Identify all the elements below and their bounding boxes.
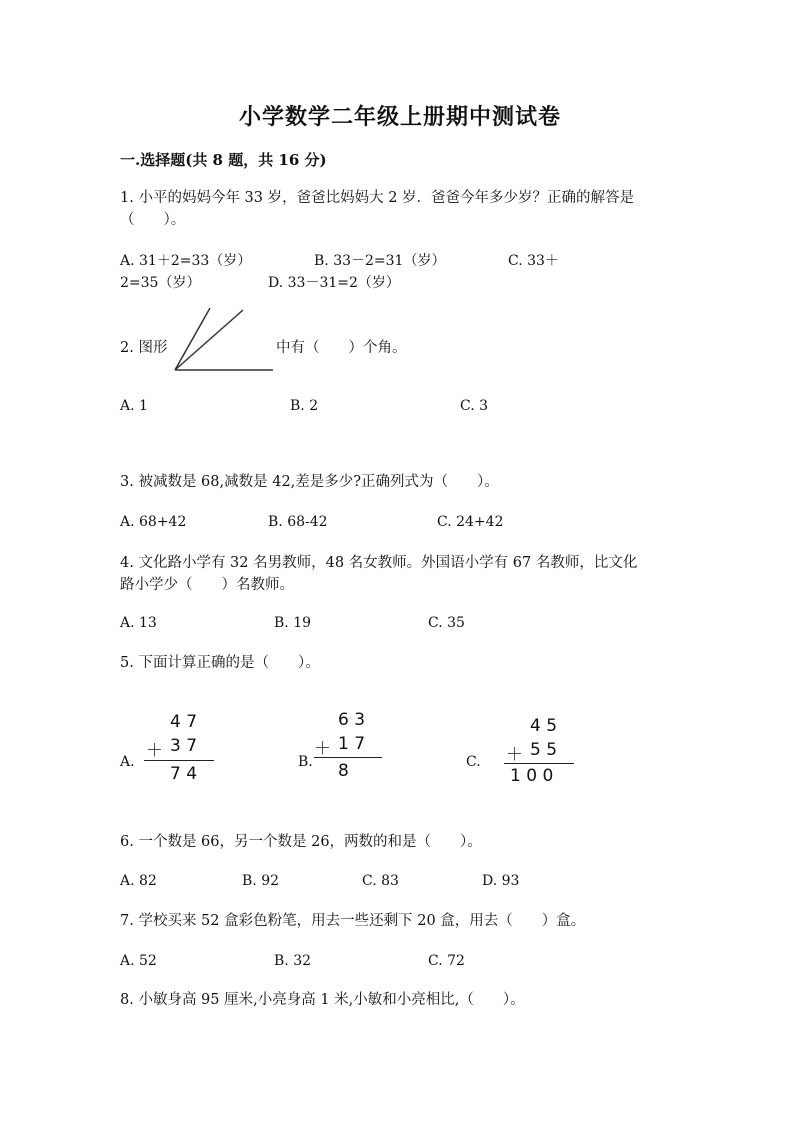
question-3-option-b: B. 68-42: [268, 514, 328, 530]
question-3-option-a: A. 68+42: [120, 514, 187, 530]
question-6-option-b: B. 92: [242, 873, 280, 889]
calc-b-top: 6 3: [338, 710, 366, 730]
calc-c-result: 1 0 0: [510, 766, 554, 786]
question-3-text: 3. 被减数是 68,减数是 42,差是多少?正确列式为（ ）。: [120, 474, 499, 490]
calc-c-line: [504, 763, 574, 764]
question-4-line-1: 4. 文化路小学有 32 名男教师，48 名女教师。外国语小学有 67 名教师，比文化: [120, 555, 638, 571]
calc-b-line: [314, 757, 382, 758]
question-1-option-a: A. 31＋2=33（岁）: [120, 253, 252, 269]
question-7-text: 7. 学校买来 52 盒彩色粉笔，用去一些还剩下 20 盒，用去（ ）盒。: [120, 913, 586, 929]
question-4-option-b: B. 19: [274, 615, 312, 631]
section-heading: 一.选择题(共 8 题，共 16 分): [120, 151, 327, 169]
calc-c-bottom: 5 5: [530, 740, 558, 760]
question-2-prefix: 2. 图形: [120, 340, 168, 356]
question-1-line-1: 1. 小平的妈妈今年 33 岁，爸爸比妈妈大 2 岁．爸爸今年多少岁？正确的解答是: [120, 190, 635, 206]
question-4-option-c: C. 35: [428, 615, 465, 631]
calc-b-result: 8: [338, 761, 349, 781]
question-3-option-c: C. 24+42: [437, 514, 504, 530]
question-2-option-a: A. 1: [120, 398, 148, 414]
calc-c-plus: ＋: [506, 745, 523, 765]
question-1-option-c: C. 33＋: [508, 253, 559, 269]
question-1-line-2: （ ）。: [120, 212, 186, 228]
question-2-option-c: C. 3: [460, 398, 489, 414]
calc-c-top: 4 5: [530, 716, 558, 736]
question-6-option-a: A. 82: [120, 873, 157, 889]
question-8-text: 8. 小敏身高 95 厘米,小亮身高 1 米,小敏和小亮相比,（ ）。: [120, 992, 525, 1008]
question-5-option-c: C.: [466, 754, 481, 770]
calc-a-line: [144, 760, 214, 761]
question-7-option-c: C. 72: [428, 953, 465, 969]
angle-figure: [170, 305, 280, 377]
question-2-suffix: 中有（ ）个角。: [276, 340, 407, 356]
question-5-text: 5. 下面计算正确的是（ ）。: [120, 655, 320, 671]
question-5-option-b: B.: [298, 754, 313, 770]
question-1-option-c-continued: 2=35（岁）: [120, 275, 201, 291]
calc-b-bottom: 1 7: [338, 734, 366, 754]
question-6-option-c: C. 83: [362, 873, 399, 889]
calc-a-plus: ＋: [146, 741, 163, 761]
question-1-option-d: D. 33－31=2（岁）: [268, 275, 400, 291]
question-5-option-a: A.: [120, 754, 135, 770]
question-6-text: 6. 一个数是 66，另一个数是 26，两数的和是（ ）。: [120, 834, 482, 850]
calc-a-bottom: 3 7: [170, 736, 198, 756]
calc-a-result: 7 4: [170, 764, 198, 784]
question-1-option-b: B. 33－2=31（岁）: [314, 253, 446, 269]
question-4-option-a: A. 13: [120, 615, 157, 631]
question-6-option-d: D. 93: [482, 873, 520, 889]
calc-b-plus: ＋: [314, 739, 331, 759]
page-title: 小学数学二年级上册期中测试卷: [238, 104, 561, 130]
question-7-option-a: A. 52: [120, 953, 157, 969]
question-7-option-b: B. 32: [274, 953, 312, 969]
question-2-option-b: B. 2: [290, 398, 319, 414]
question-4-line-2: 路小学少（ ）名教师。: [120, 577, 294, 593]
calc-a-top: 4 7: [170, 712, 198, 732]
